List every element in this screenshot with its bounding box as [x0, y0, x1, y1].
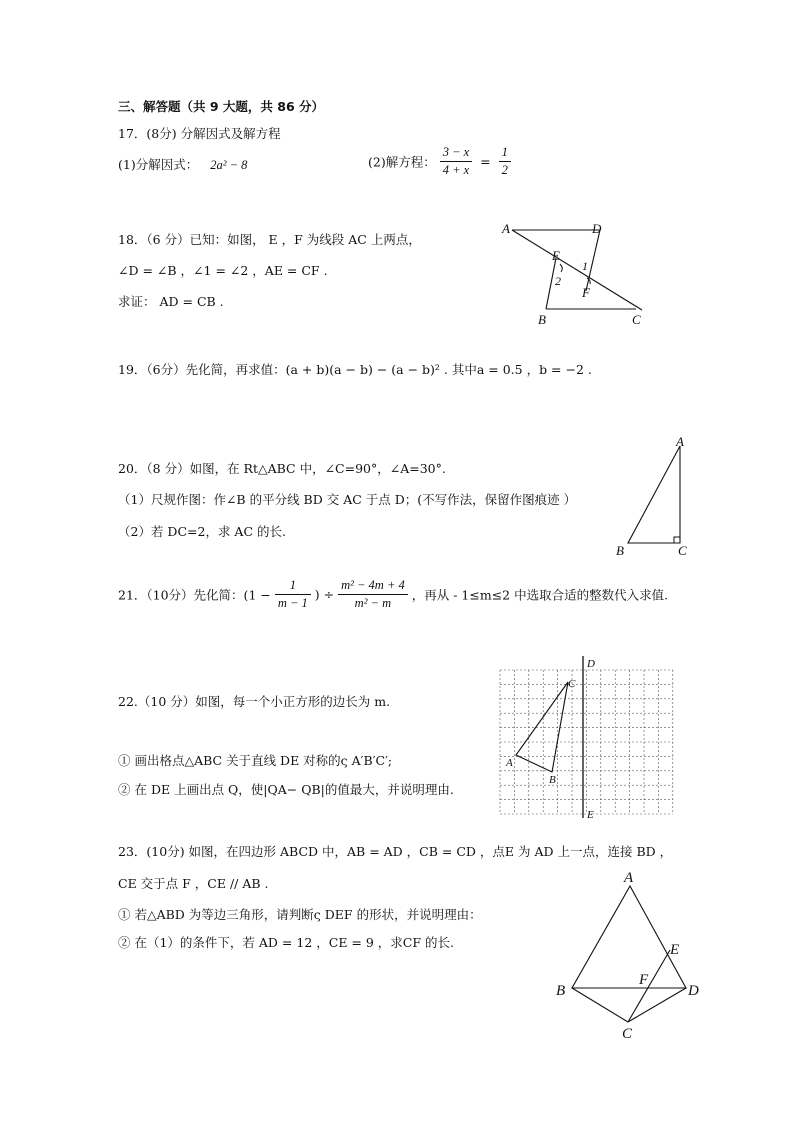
q18-line1: 18．（6 分）已知：如图， E ，F 为线段 AC 上两点，	[118, 232, 421, 247]
q21-operator: ) ÷	[314, 587, 335, 602]
q17-part2	[368, 145, 511, 178]
q23-segment-cd	[628, 988, 686, 1022]
q20-label-b: B	[616, 543, 624, 558]
q18-label-c: C	[632, 312, 641, 327]
q17-rhs-denominator: 2	[501, 163, 508, 177]
q17-rhs-numerator: 1	[499, 145, 511, 162]
q23-line1: 23．(10分) 如图，在四边形 ABCD 中，AB = AD ，CB = CD ，点E 为 AD 上一点，连接 BD ，	[118, 844, 673, 859]
q22-grid-figure	[494, 654, 676, 820]
q23-figure	[552, 864, 712, 1042]
q23-triangle-abd	[572, 886, 686, 988]
q23-label-a: A	[624, 870, 634, 886]
q17-title: 17．(8分) 分解因式及解方程	[118, 126, 281, 141]
q23-label-d: D	[688, 983, 699, 999]
q18-label-a: A	[502, 221, 510, 236]
q21-frac2-num: m² − 4m + 4	[338, 578, 408, 595]
q23-line4: ② 在（1）的条件下，若 AD = 12 ，CE = 9 ，求CF 的长.	[118, 935, 454, 950]
q20-line3: （2）若 DC=2，求 AC 的长.	[118, 524, 286, 539]
q23-line3: ① 若△ABD 为等边三角形，请判断ς DEF 的形状，并说明理由：	[118, 907, 482, 922]
q22-triangle-abc	[516, 682, 568, 772]
q20-triangle	[628, 446, 680, 543]
q23-segment-ce	[628, 950, 670, 1022]
q22-label-a: A	[506, 757, 513, 769]
q17-lhs-fraction	[440, 145, 472, 178]
q18-line2: ∠D = ∠B ，∠1 = ∠2 ，AE = CF .	[118, 263, 328, 278]
q22-line2: ① 画出格点△ABC 关于直线 DE 对称的ς A′B′C′;	[118, 753, 393, 768]
q22-line3: ② 在 DE 上画出点 Q，使|QA− QB|的值最大，并说明理由.	[118, 782, 454, 797]
q18-label-e: E	[552, 248, 560, 263]
q17-part1-label: (1)分解因式：	[118, 157, 199, 172]
q18-label-d: D	[592, 221, 602, 236]
q17-part2-label: (2)解方程：	[368, 154, 436, 170]
q17-lhs-denominator: 4 + x	[442, 163, 470, 177]
q17-part1-expr: 2a² − 8	[210, 158, 248, 172]
q22-label-c: C	[568, 678, 576, 690]
q18-label-b: B	[538, 312, 546, 327]
q18-label-f: F	[582, 285, 590, 300]
q23-line2: CE 交于点 F ，CE // AB .	[118, 876, 269, 891]
q17-equals: =	[480, 154, 491, 169]
q20-line1: 20．（8 分）如图，在 Rt△ABC 中，∠C=90°，∠A=30°.	[118, 461, 446, 476]
q23-label-e: E	[670, 942, 680, 958]
q18-label-1: 1	[582, 259, 588, 273]
q23-label-b: B	[556, 983, 566, 999]
q20-line2: （1）尺规作图：作∠B 的平分线 BD 交 AC 于点 D；(不写作法，保留作图痕迹 ）	[118, 492, 577, 507]
q21-fraction2	[338, 578, 408, 611]
q23-label-f: F	[639, 972, 649, 988]
q18-label-2: 2	[555, 274, 561, 288]
q21-frac1-num: 1	[275, 578, 311, 595]
q18-line3: 求证： AD = CB .	[118, 294, 224, 309]
q17-rhs-fraction	[499, 145, 511, 178]
q21-suffix: ，再从 - 1≤m≤2 中选取合适的整数代入求值.	[411, 587, 669, 603]
q17-lhs-numerator: 3 − x	[440, 145, 472, 162]
q23-segment-bc	[572, 988, 628, 1022]
q21-frac2-den: m² − m	[354, 596, 392, 610]
q18-figure	[498, 218, 650, 328]
q18-segment-df	[586, 230, 600, 291]
q18-segment-ac	[512, 230, 642, 310]
q20-label-c: C	[678, 543, 687, 558]
q19-text: 19．（6分）先化简，再求值：(a + b)(a − b) − (a − b)² . 其中a = 0.5 ，b = −2 .	[118, 362, 592, 377]
q21-prefix: 21．（10分）先化简：(1 −	[118, 587, 271, 603]
q21-fraction1	[275, 578, 311, 611]
q21-expression	[118, 578, 668, 611]
q21-frac1-den: m − 1	[277, 596, 308, 610]
q17-part1	[118, 155, 247, 173]
q18-angle2-arc	[560, 264, 562, 272]
q23-label-c: C	[622, 1026, 633, 1042]
q20-label-a: A	[676, 434, 684, 449]
q22-line1: 22.（10 分）如图，每一个小正方形的边长为 m.	[118, 694, 391, 709]
q22-label-e: E	[587, 809, 594, 820]
section-title: 三、解答题（共 9 大题，共 86 分）	[118, 99, 325, 114]
q20-figure	[610, 432, 694, 560]
q22-label-d: D	[587, 658, 595, 670]
q22-label-b: B	[549, 774, 556, 786]
